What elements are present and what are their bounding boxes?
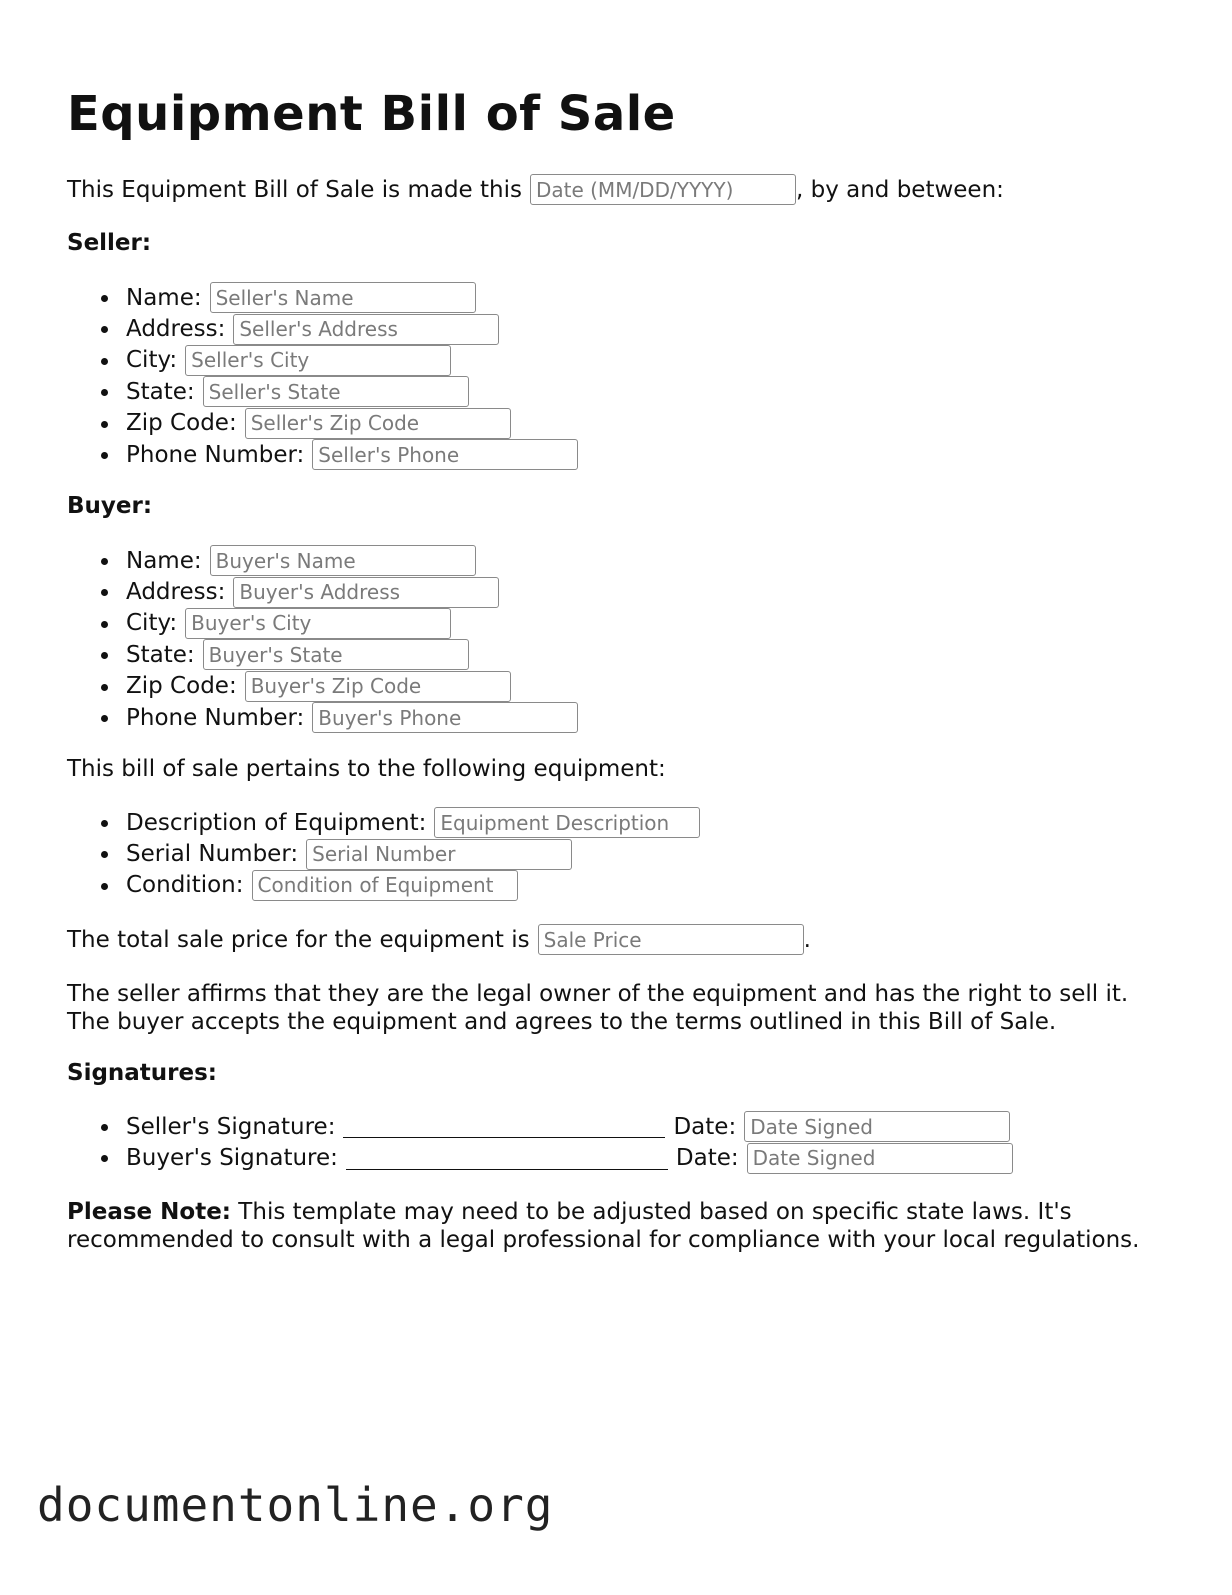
buyer-address-input[interactable] (233, 577, 499, 608)
seller-heading: Seller: (67, 230, 152, 256)
intro-prefix: This Equipment Bill of Sale is made this (67, 176, 522, 203)
buyer-signature-label: Buyer's Signature: (126, 1145, 338, 1172)
seller-state-input[interactable] (203, 376, 469, 407)
equipment-intro-text: This bill of sale pertains to the following equipment: (67, 756, 666, 782)
sale-price-line (67, 924, 811, 955)
buyer-phone-input[interactable] (312, 702, 578, 733)
buyer-date-label: Date: (675, 1145, 739, 1172)
seller-signature-label: Seller's Signature: (126, 1113, 336, 1140)
buyer-city-label: City: (126, 610, 178, 637)
seller-zip-label: Zip Code: (126, 410, 237, 437)
equipment-description-item (67, 807, 700, 838)
equipment-description-input[interactable] (434, 807, 700, 838)
buyer-name-input[interactable] (210, 545, 476, 576)
serial-number-input[interactable] (306, 839, 572, 870)
seller-state-item (67, 376, 578, 407)
buyer-name-item (67, 545, 578, 576)
buyer-signature-line[interactable] (346, 1147, 668, 1170)
sale-price-suffix: . (803, 926, 811, 953)
buyer-date-signed-input[interactable] (747, 1143, 1013, 1174)
seller-address-item (67, 313, 578, 344)
seller-state-label: State: (126, 378, 195, 405)
equipment-fields-list (67, 807, 700, 901)
buyer-state-item (67, 639, 578, 670)
seller-name-label: Name: (126, 284, 202, 311)
buyer-address-item (67, 576, 578, 607)
seller-name-input[interactable] (210, 282, 476, 313)
buyer-signature-item (67, 1142, 1013, 1173)
seller-phone-input[interactable] (312, 439, 578, 470)
seller-fields-list (67, 282, 578, 470)
buyer-fields-list (67, 545, 578, 733)
buyer-address-label: Address: (126, 579, 226, 606)
signatures-list (67, 1111, 1013, 1174)
condition-input[interactable] (252, 870, 518, 901)
buyer-city-item (67, 608, 578, 639)
page-title: Equipment Bill of Sale (67, 86, 676, 142)
seller-signature-item (67, 1111, 1013, 1142)
note-paragraph (67, 1198, 1142, 1254)
buyer-state-input[interactable] (203, 639, 469, 670)
seller-city-label: City: (126, 347, 178, 374)
agreement-date-input[interactable] (530, 174, 796, 205)
seller-date-signed-input[interactable] (744, 1111, 1010, 1142)
sale-price-prefix: The total sale price for the equipment is (67, 926, 530, 953)
buyer-phone-item (67, 702, 578, 733)
seller-address-input[interactable] (233, 314, 499, 345)
seller-zip-input[interactable] (245, 408, 511, 439)
buyer-heading: Buyer: (67, 493, 153, 519)
intro-line (67, 174, 1004, 205)
sale-price-input[interactable] (538, 924, 804, 955)
buyer-city-input[interactable] (185, 608, 451, 639)
condition-label: Condition: (126, 872, 244, 899)
seller-date-label: Date: (673, 1113, 737, 1140)
seller-city-item (67, 345, 578, 376)
equipment-description-label: Description of Equipment: (126, 809, 427, 836)
serial-number-label: Serial Number: (126, 841, 299, 868)
condition-item (67, 870, 700, 901)
buyer-phone-label: Phone Number: (126, 704, 305, 731)
seller-signature-line[interactable] (343, 1115, 665, 1138)
seller-city-input[interactable] (185, 345, 451, 376)
note-bold-label: Please Note: (67, 1199, 231, 1225)
affirmation-paragraph: The seller affirms that they are the legal owner of the equipment and has the right to sell it. The buyer accepts the equipment and agrees to the terms outlined in this Bill of Sale. (67, 981, 1129, 1035)
serial-number-item (67, 838, 700, 869)
buyer-zip-label: Zip Code: (126, 673, 237, 700)
signatures-heading: Signatures: (67, 1060, 218, 1086)
seller-name-item (67, 282, 578, 313)
buyer-state-label: State: (126, 641, 195, 668)
watermark: documentonline.org (37, 1478, 554, 1532)
note-text: This template may need to be adjusted based on specific state laws. It's recommended to consult with a legal professional for compliance with your local regulations. (67, 1199, 1140, 1253)
intro-suffix: , by and between: (795, 176, 1004, 203)
seller-zip-item (67, 408, 578, 439)
equipment-intro (67, 754, 666, 784)
buyer-zip-input[interactable] (245, 671, 511, 702)
seller-address-label: Address: (126, 316, 226, 343)
seller-phone-label: Phone Number: (126, 441, 305, 468)
buyer-name-label: Name: (126, 547, 202, 574)
buyer-zip-item (67, 671, 578, 702)
seller-phone-item (67, 439, 578, 470)
